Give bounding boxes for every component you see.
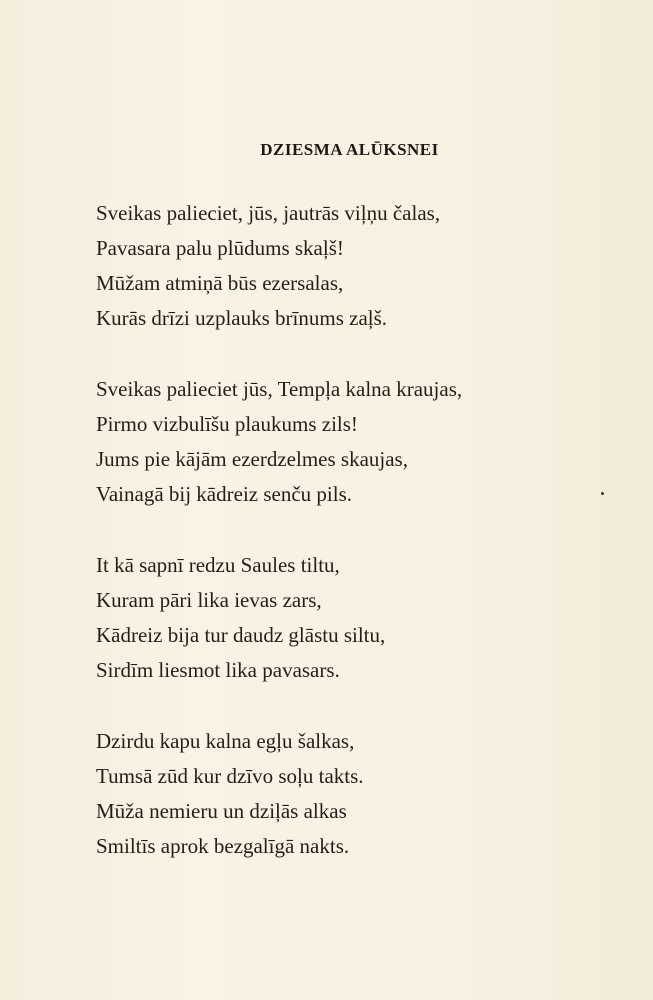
poem-line: Kuram pāri lika ievas zars, [96,588,322,612]
poem-line: Dzirdu kapu kalna egļu šalkas, [96,729,355,753]
poem-body [96,196,462,900]
poem-line: Mūžam atmiņā būs ezersalas, [96,271,344,295]
poem-line: Sveikas paliеciet jūs, Tempļa kalna kraujas, [96,377,463,401]
stanza-3 [96,548,462,688]
poem-line: Smiltīs aprok bezgalīgā nakts. [96,834,350,858]
poem-line: Sirdīm liesmot lika pavasars. [96,658,340,682]
poem-line: Sveikas paliеciet, jūs, jautrās viļņu čalas, [96,201,441,225]
stanza-1 [96,196,462,336]
poem-title: DZIESMA ALŪKSNEI [260,140,439,159]
poem-line: It kā sapnī redzu Saules tiltu, [96,553,340,577]
ink-speck [601,492,604,495]
poem-line: Mūža nemieru un dziļās alkas [96,799,347,823]
poem-line: Kurās drīzi uzplauks brīnums zaļš. [96,306,388,330]
stanza-4 [96,724,462,864]
poem-line: Pirmo vizbulīšu plaukums zils! [96,412,358,436]
poem-line: Vainagā bij kādreiz senču pils. [96,482,352,506]
poem-line: Pavasara palu plūdums skaļš! [96,236,344,260]
poem-line: Jums pie kājām ezerdzelmes skaujas, [96,447,408,471]
stanza-2 [96,372,462,512]
poem-line: Kādreiz bija tur daudz glāstu siltu, [96,623,386,647]
poem-line: Tumsā zūd kur dzīvo soļu takts. [96,764,364,788]
